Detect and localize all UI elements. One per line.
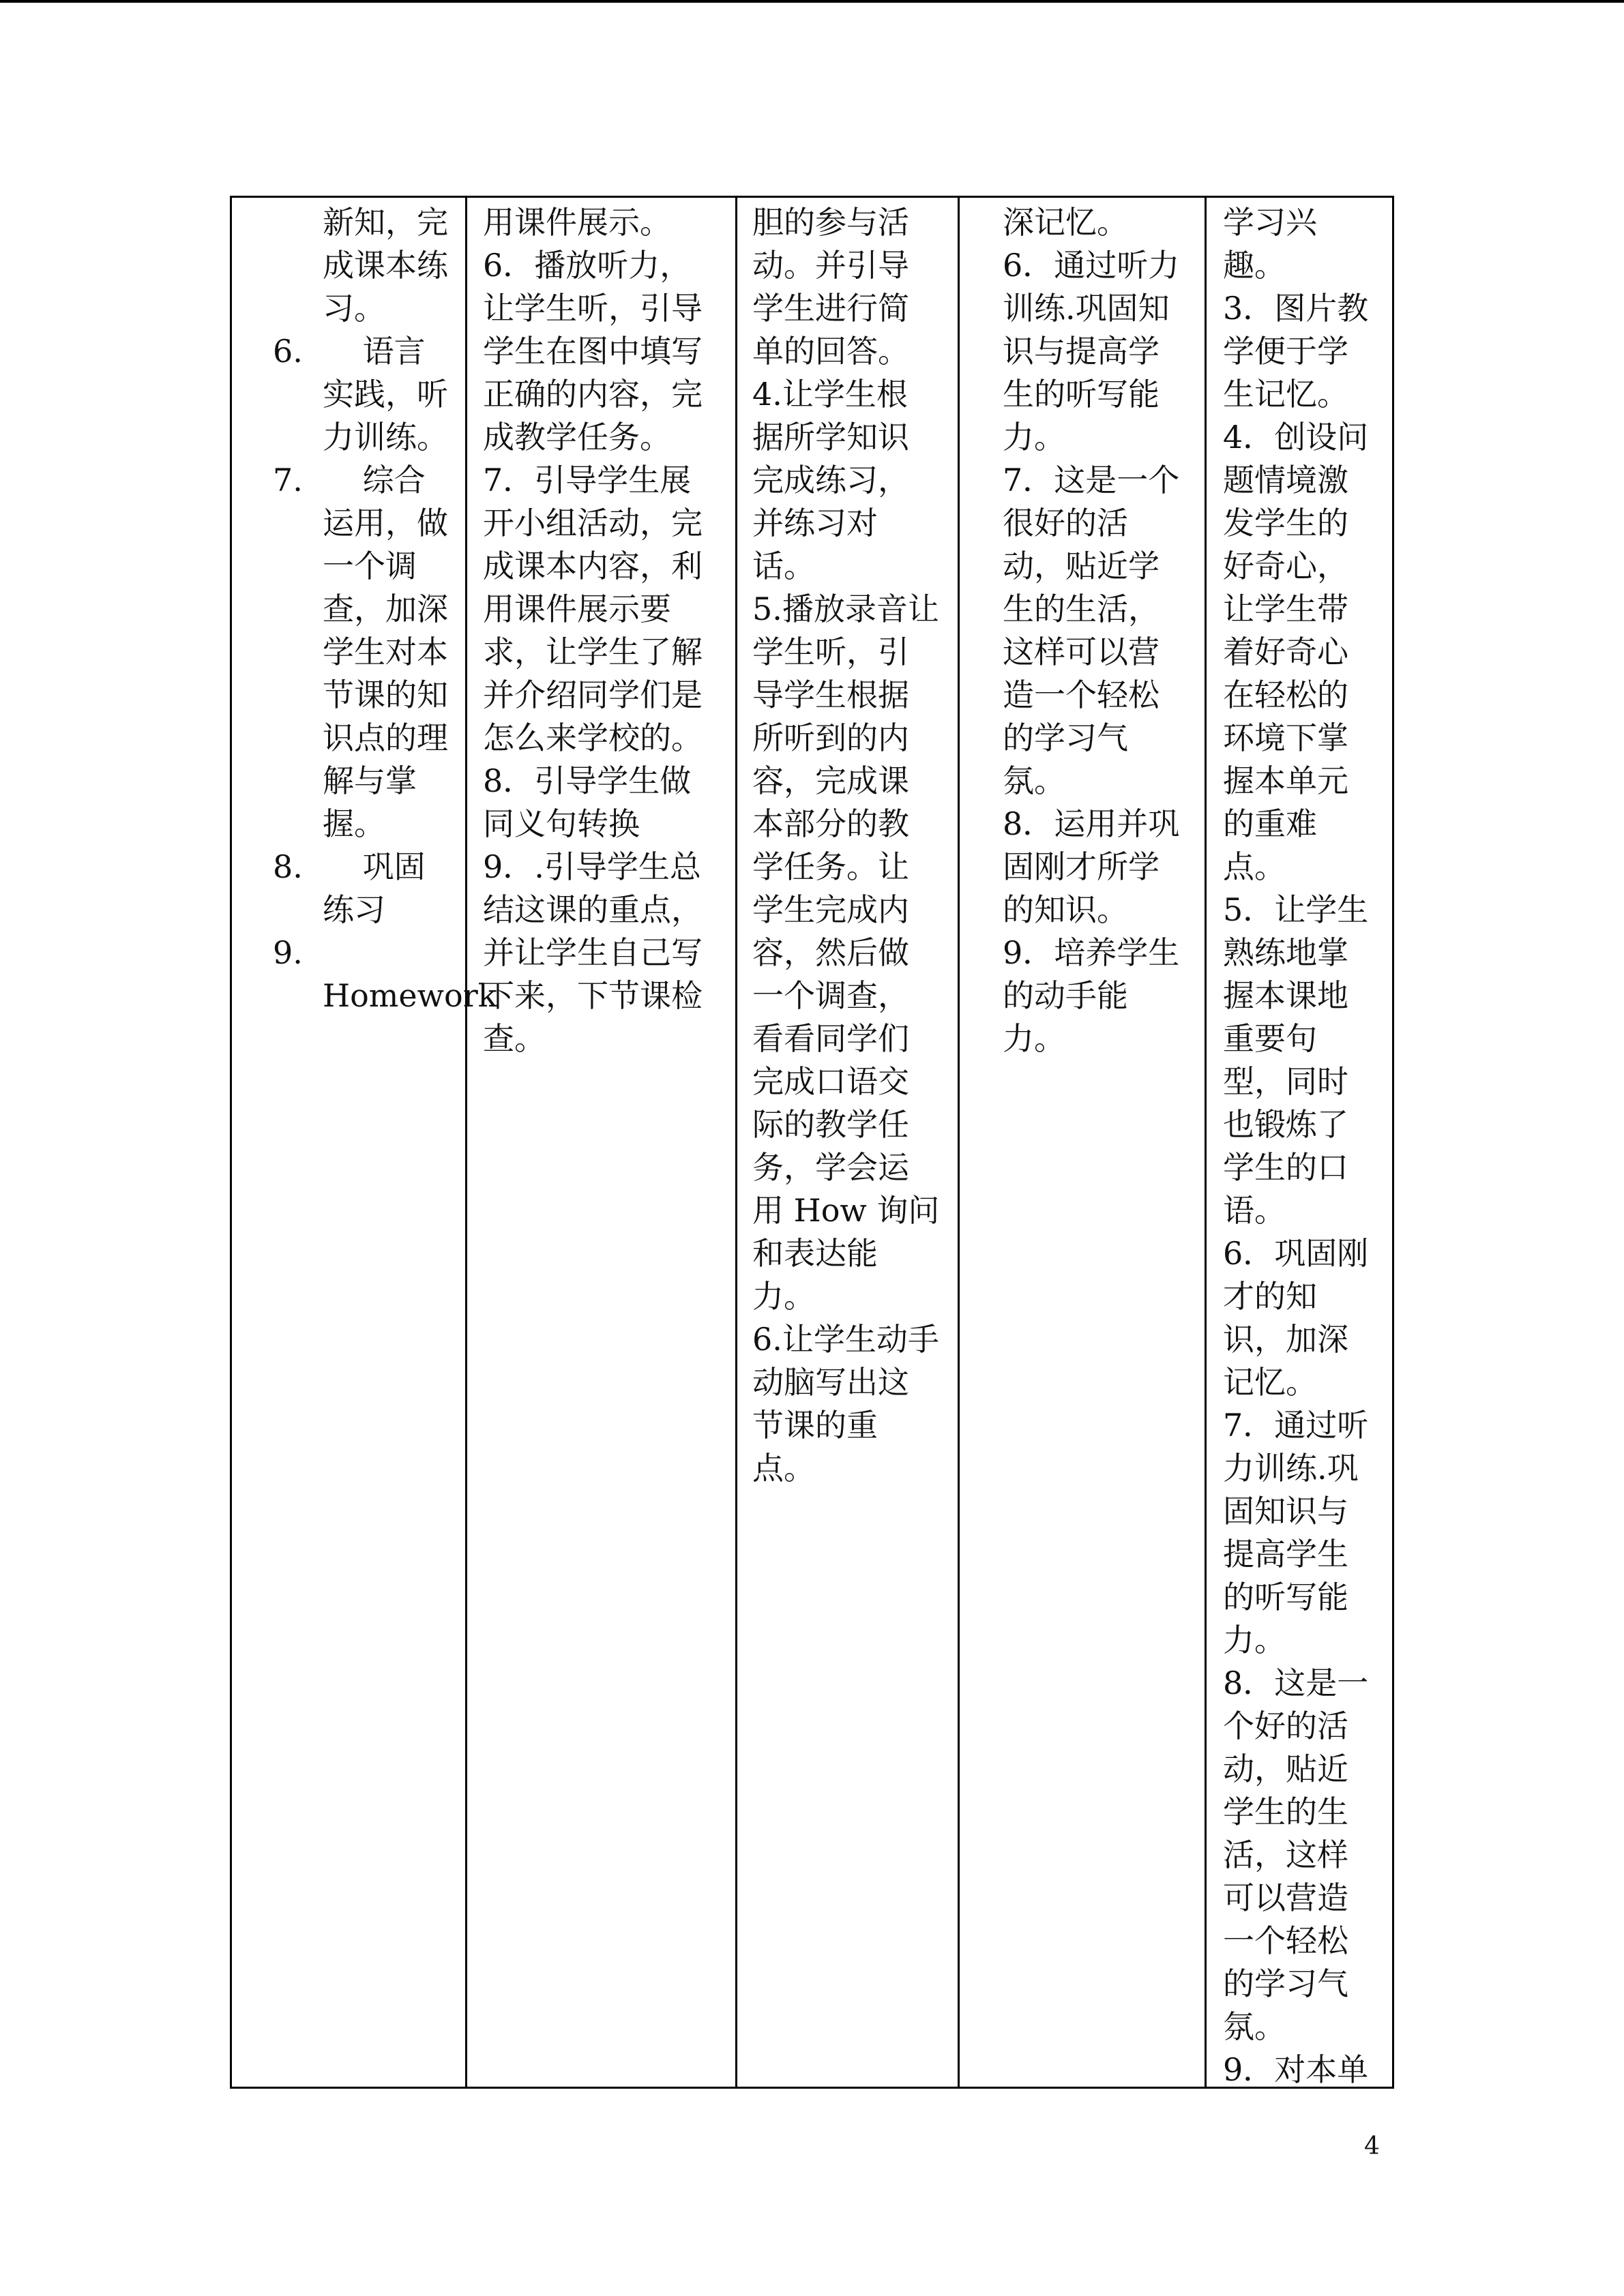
cell-line: 记忆。 <box>1223 1364 1317 1401</box>
cell-line: 完成练习， <box>752 462 909 498</box>
cell-line: 所听到的内 <box>752 719 909 756</box>
cell-line: 握本单元 <box>1223 762 1348 799</box>
cell-line: 4.让学生根 <box>752 376 908 413</box>
cell-line: 9．培养学生 <box>1003 934 1180 971</box>
cell-line: 训练.巩固知 <box>1003 290 1170 327</box>
cell-line: 的动手能 <box>1003 977 1128 1014</box>
cell-line: 氛。 <box>1003 762 1065 799</box>
cell-line: 节课的重 <box>752 1407 878 1444</box>
cell-line: 看看同学们 <box>752 1020 909 1057</box>
cell-line: 很好的活 <box>1003 505 1128 541</box>
cell-line: 一个轻松 <box>1223 1922 1348 1959</box>
cell-line: 一个调 <box>323 548 417 584</box>
cell-line: 7．这是一个 <box>1003 462 1180 498</box>
cell-line: 下来，下节课检 <box>483 977 703 1014</box>
cell-line: 动。并引导 <box>752 247 909 284</box>
cell-line: 节课的知 <box>323 676 448 713</box>
cell-line: 让学生听，引导 <box>483 290 703 327</box>
cell-line: 的学习气 <box>1003 719 1128 756</box>
cell-line: 练习 <box>323 891 385 928</box>
cell-line: 提高学生 <box>1223 1536 1348 1572</box>
cell-line: 一个调查， <box>752 977 909 1014</box>
cell-line: Homework <box>323 977 497 1014</box>
cell-line: 并介绍同学们是 <box>483 676 703 713</box>
cell-line: 胆的参与活 <box>752 204 909 241</box>
cell-line: 据所学知识 <box>752 419 909 456</box>
cell-line: 习。 <box>323 290 385 327</box>
cell-line: 3．图片教 <box>1223 290 1369 327</box>
cell-line: 学生听，引 <box>752 633 909 670</box>
cell-line: 力。 <box>1223 1622 1286 1658</box>
cell-line: 点。 <box>1223 848 1286 885</box>
cell-line: 也锻炼了 <box>1223 1106 1348 1143</box>
cell-line: 识点的理 <box>323 719 448 756</box>
column-divider-2 <box>735 196 737 2089</box>
table-border-right <box>1392 196 1394 2089</box>
cell-line: 同义句转换 <box>483 805 640 842</box>
table-top-border <box>230 196 1394 198</box>
cell-line: 学生进行简 <box>752 290 909 327</box>
cell-line: 容，完成课 <box>752 762 909 799</box>
cell-line: 9．对本单 <box>1223 2051 1369 2088</box>
table-border-left <box>230 196 232 2089</box>
cell-line: 学生的口 <box>1223 1149 1348 1186</box>
cell-line: 熟练地掌 <box>1223 934 1348 971</box>
cell-line: 握本课地 <box>1223 977 1348 1014</box>
cell-line: 语。 <box>1223 1192 1286 1229</box>
cell-line: 查，加深 <box>323 591 448 627</box>
cell-line: 8．运用并巩 <box>1003 805 1180 842</box>
cell-line: 动，贴近学 <box>1003 548 1160 584</box>
cell-line: 型，同时 <box>1223 1063 1348 1100</box>
cell-line: 趣。 <box>1223 247 1286 284</box>
cell-line: 4．创设问 <box>1223 419 1369 456</box>
cell-line: 力训练.巩 <box>1223 1450 1359 1487</box>
cell-line: 这样可以营 <box>1003 633 1160 670</box>
cell-line: 解与掌 <box>323 762 417 799</box>
cell-line: 固知识与 <box>1223 1493 1348 1530</box>
cell-line: 话。 <box>752 548 815 584</box>
cell-line: 在轻松的 <box>1223 676 1348 713</box>
cell-line: 动脑写出这 <box>752 1364 909 1401</box>
cell-line: 运用，做 <box>323 505 448 541</box>
cell-line: 正确的内容，完 <box>483 376 703 413</box>
cell-line: 5．让学生 <box>1223 891 1369 928</box>
cell-line: 让学生带 <box>1223 591 1348 627</box>
cell-line: 用课件展示。 <box>483 204 671 241</box>
table-bottom-border <box>230 2087 1394 2089</box>
cell-line: 发学生的 <box>1223 505 1348 541</box>
cell-line: 7. 综合 <box>273 462 426 498</box>
cell-line: 题情境激 <box>1223 462 1348 498</box>
cell-line: 点。 <box>752 1450 815 1487</box>
cell-line: 环境下掌 <box>1223 719 1348 756</box>
cell-line: 好奇心， <box>1223 548 1348 584</box>
cell-line: 新知，完 <box>323 204 448 241</box>
cell-line: 力。 <box>1003 419 1065 456</box>
column-divider-4 <box>1205 196 1207 2089</box>
cell-line: 容，然后做 <box>752 934 909 971</box>
cell-line: 识与提高学 <box>1003 333 1160 370</box>
cell-line: 可以营造 <box>1223 1879 1348 1916</box>
cell-line: 9. <box>273 934 303 971</box>
cell-line: 识，加深 <box>1223 1321 1348 1358</box>
cell-line: 着好奇心 <box>1223 633 1348 670</box>
cell-line: 学生在图中填写 <box>483 333 703 370</box>
cell-line: 6．播放听力， <box>483 247 692 284</box>
cell-line: 结这课的重点， <box>483 891 703 928</box>
cell-line: 单的回答。 <box>752 333 909 370</box>
cell-line: 的重难 <box>1223 805 1317 842</box>
cell-line: 导学生根据 <box>752 676 909 713</box>
cell-line: 并练习对 <box>752 505 878 541</box>
cell-line: 6. 语言 <box>273 333 426 370</box>
cell-line: 5.播放录音让 <box>752 591 939 627</box>
cell-line: 力。 <box>752 1278 815 1315</box>
cell-line: 学生对本 <box>323 633 448 670</box>
cell-line: 8．引导学生做 <box>483 762 692 799</box>
cell-line: 学生完成内 <box>752 891 909 928</box>
cell-line: 6.让学生动手 <box>752 1321 939 1358</box>
cell-line: 并让学生自己写 <box>483 934 703 971</box>
cell-line: 氛。 <box>1223 2008 1286 2045</box>
column-divider-3 <box>958 196 960 2089</box>
cell-line: 8. 巩固 <box>273 848 426 885</box>
cell-line: 重要句 <box>1223 1020 1317 1057</box>
cell-line: 7．通过听 <box>1223 1407 1369 1444</box>
cell-line: 完成口语交 <box>752 1063 909 1100</box>
cell-line: 力。 <box>1003 1020 1065 1057</box>
cell-line: 成教学任务。 <box>483 419 671 456</box>
cell-line: 造一个轻松 <box>1003 676 1160 713</box>
cell-line: 成课本练 <box>323 247 448 284</box>
cell-line: 的学习气 <box>1223 1965 1348 2002</box>
cell-line: 务，学会运 <box>752 1149 909 1186</box>
cell-line: 握。 <box>323 805 385 842</box>
cell-line: 和表达能 <box>752 1235 878 1272</box>
cell-line: 生记忆。 <box>1223 376 1348 413</box>
cell-line: 查。 <box>483 1020 546 1057</box>
cell-line: 学生的生 <box>1223 1793 1348 1830</box>
cell-line: 力训练。 <box>323 419 448 456</box>
top-border <box>0 0 1624 3</box>
cell-line: 用课件展示要 <box>483 591 671 627</box>
cell-line: 生的生活， <box>1003 591 1160 627</box>
cell-line: 7．引导学生展 <box>483 462 692 498</box>
cell-line: 6．通过听力 <box>1003 247 1180 284</box>
cell-line: 求，让学生了解 <box>483 633 703 670</box>
cell-line: 学便于学 <box>1223 333 1348 370</box>
cell-line: 际的教学任 <box>752 1106 909 1143</box>
cell-line: 才的知 <box>1223 1278 1317 1315</box>
cell-line: 活，这样 <box>1223 1836 1348 1873</box>
cell-line: 固刚才所学 <box>1003 848 1160 885</box>
cell-line: 成课本内容，利 <box>483 548 703 584</box>
cell-line: 的知识。 <box>1003 891 1128 928</box>
cell-line: 怎么来学校的。 <box>483 719 703 756</box>
cell-line: 9．.引导学生总 <box>483 848 701 885</box>
cell-line: 学任务。让 <box>752 848 909 885</box>
cell-line: 开小组活动，完 <box>483 505 703 541</box>
cell-line: 实践，听 <box>323 376 448 413</box>
cell-line: 个好的活 <box>1223 1708 1348 1744</box>
cell-line: 深记忆。 <box>1003 204 1128 241</box>
page-number: 4 <box>1364 2132 1380 2160</box>
cell-line: 生的听写能 <box>1003 376 1160 413</box>
cell-line: 本部分的教 <box>752 805 909 842</box>
cell-line: 8．这是一 <box>1223 1665 1369 1701</box>
cell-line: 6．巩固刚 <box>1223 1235 1369 1272</box>
cell-line: 动，贴近 <box>1223 1750 1348 1787</box>
cell-line: 用 How 询问 <box>752 1192 940 1229</box>
column-divider-1 <box>465 196 467 2089</box>
cell-line: 学习兴 <box>1223 204 1317 241</box>
cell-line: 的听写能 <box>1223 1579 1348 1615</box>
